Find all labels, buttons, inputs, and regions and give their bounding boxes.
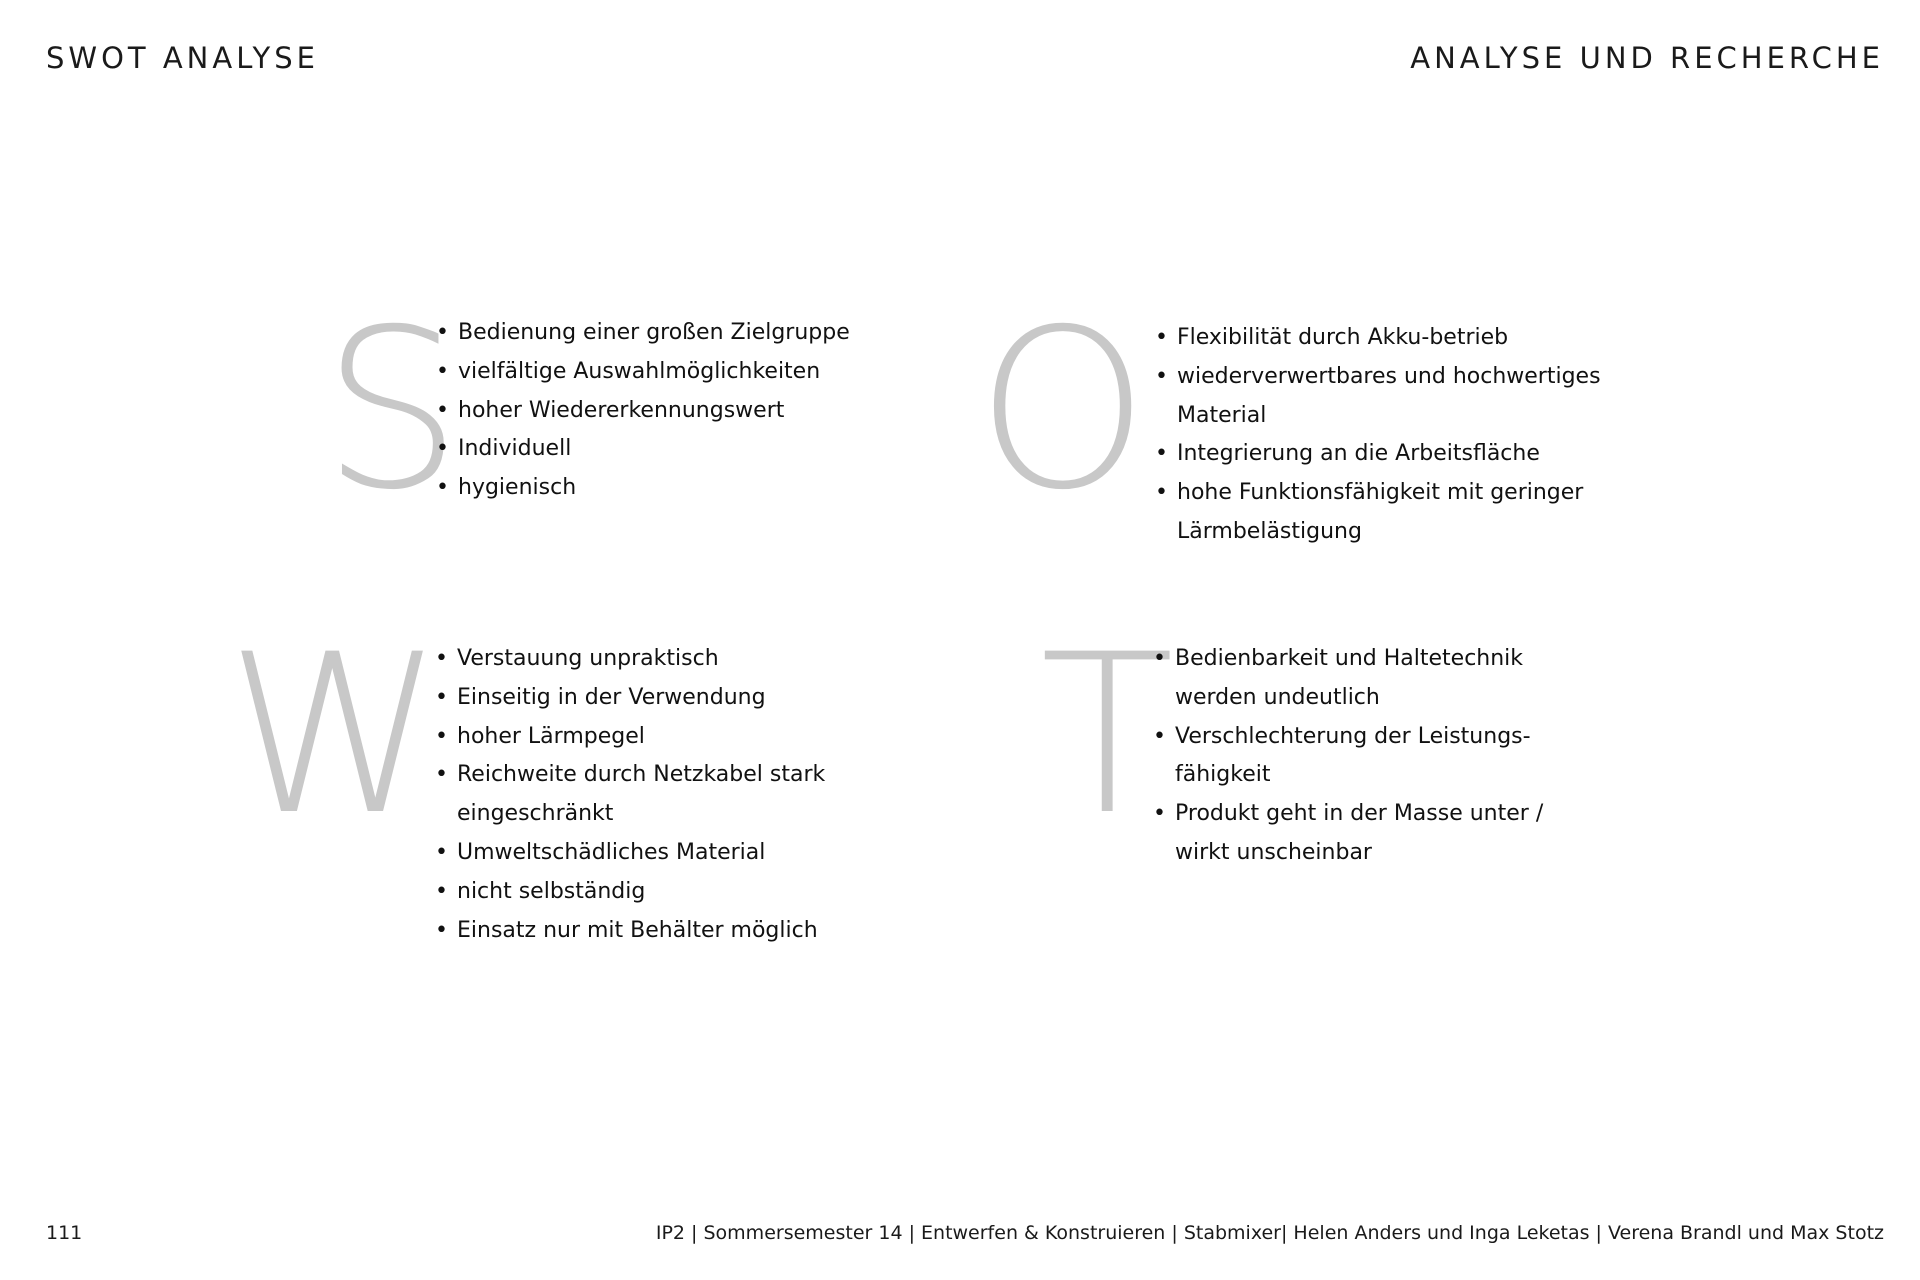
swot-letter-w: W — [226, 607, 444, 863]
opportunities-list — [1155, 319, 1601, 552]
opportunity-item-continued: Material — [1177, 402, 1267, 428]
threat-item-continued: wirkt unscheinbar — [1175, 839, 1372, 865]
strengths-list — [436, 314, 850, 508]
strength-item: • Individuell — [436, 430, 850, 469]
weakness-item: • hoher Lärmpegel — [435, 718, 825, 757]
opportunity-item: • Integrierung an die Arbeitsfläche — [1155, 435, 1601, 474]
header-title-right: ANALYSE UND RECHERCHE — [1410, 41, 1884, 75]
swot-letter-s: S — [322, 282, 462, 538]
opportunity-item: • hohe Funktionsfähigkeit mit geringer — [1155, 474, 1601, 513]
threat-item: • Produkt geht in der Masse unter / — [1153, 795, 1543, 834]
strength-item: • hygienisch — [436, 469, 850, 508]
strength-item: • hoher Wiedererkennungswert — [436, 392, 850, 431]
threat-item-continued: fähigkeit — [1175, 762, 1271, 788]
page-number: 111 — [46, 1222, 83, 1244]
threat-item-continued: werden undeutlich — [1175, 684, 1380, 710]
swot-letter-o: O — [976, 282, 1150, 538]
header-title-left: SWOT ANALYSE — [46, 41, 319, 75]
weaknesses-list — [435, 640, 825, 950]
strength-item: • vielfältige Auswahlmöglichkeiten — [436, 353, 850, 392]
weakness-item: • Einsatz nur mit Behälter möglich — [435, 912, 825, 951]
opportunity-item-continued: Lärmbelästigung — [1177, 518, 1362, 544]
weakness-item: • Einseitig in der Verwendung — [435, 679, 825, 718]
opportunity-item: • Flexibilität durch Akku-betrieb — [1155, 319, 1601, 358]
threats-list — [1153, 640, 1543, 873]
opportunity-item: • wiederverwertbares und hochwertiges — [1155, 358, 1601, 397]
weakness-item: • Reichweite durch Netzkabel stark — [435, 756, 825, 795]
weakness-item: • nicht selbständig — [435, 873, 825, 912]
strength-item: • Bedienung einer großen Zielgruppe — [436, 314, 850, 353]
swot-letter-t: T — [1040, 607, 1175, 863]
weakness-item: • Verstauung unpraktisch — [435, 640, 825, 679]
footer-info: IP2 | Sommersemester 14 | Entwerfen & Konstruieren | Stabmixer| Helen Anders und Inga Leketas | Verena Brandl und Max Stotz — [655, 1222, 1884, 1244]
threat-item: • Verschlechterung der Leistungs- — [1153, 718, 1543, 757]
weakness-item: • Umweltschädliches Material — [435, 834, 825, 873]
threat-item: • Bedienbarkeit und Haltetechnik — [1153, 640, 1543, 679]
weakness-item-continued: eingeschränkt — [457, 801, 614, 827]
